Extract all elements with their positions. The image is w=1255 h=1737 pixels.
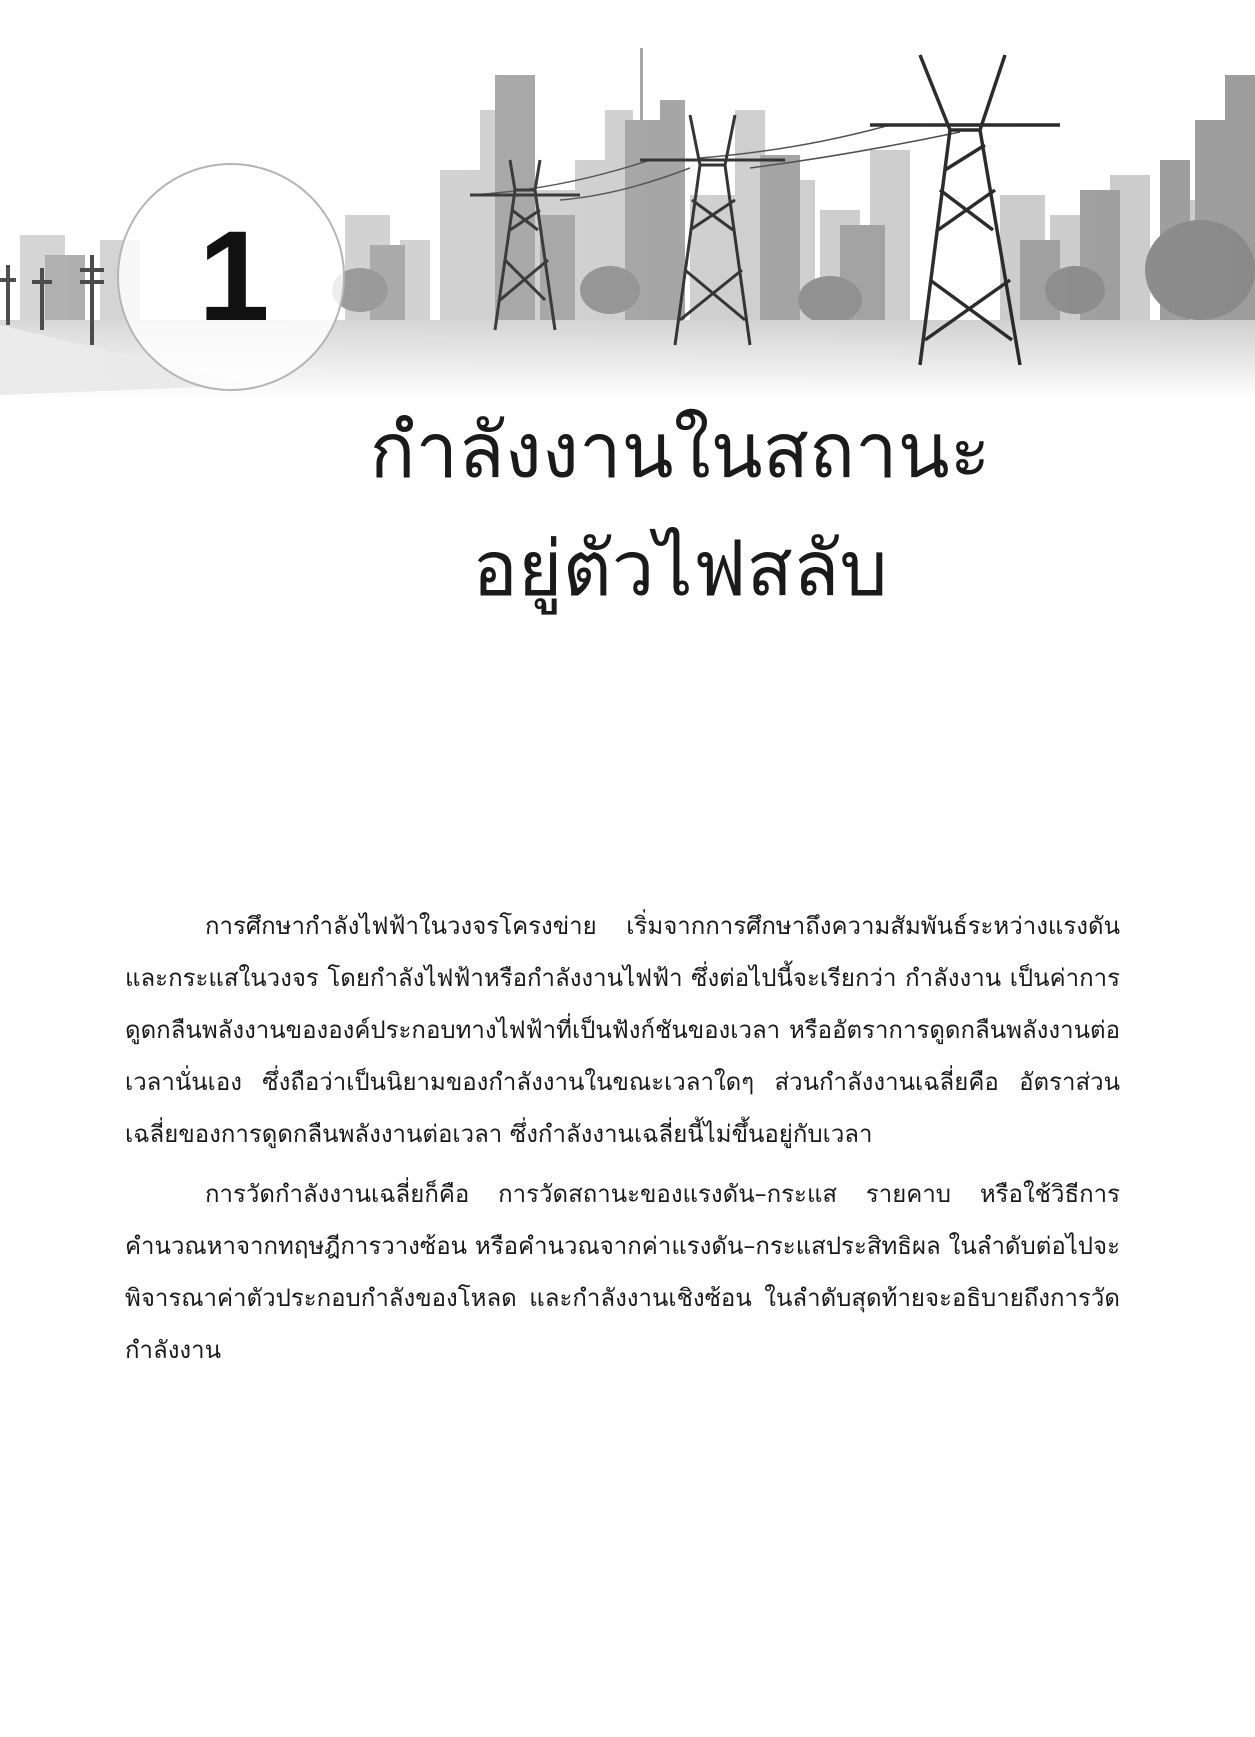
chapter-number-badge	[117, 163, 345, 391]
chapter-intro	[125, 900, 1120, 1384]
chapter-number: 1	[198, 205, 270, 348]
paragraph-2: การวัดกำลังงานเฉลี่ยก็คือ การวัดสถานะของแรงดัน–กระแส รายคาบ หรือใช้วิธีการคำนวณหาจากทฤษฎีการวางซ้อน หรือคำนวณจากค่าแรงดัน–กระแสประสิทธิผล ในลำดับต่อไปจะพิจารณาค่าตัวประกอบกำลังของโหลด และกำลังงานเชิงซ้อน ในลำดับสุดท้ายจะอธิบายถึงการวัดกำลังงาน	[125, 1180, 1120, 1364]
paragraph-1: การศึกษากำลังไฟฟ้าในวงจรโครงข่าย เริ่มจากการศึกษาถึงความสัมพันธ์ระหว่างแรงดันและกระแสในวงจร โดยกำลังไฟฟ้าหรือกำลังงานไฟฟ้า ซึ่งต่อไปนี้จะเรียกว่า กำลังงาน เป็นค่าการดูดกลืนพลังงานขององค์ประกอบทางไฟฟ้าที่เป็นฟังก์ชันของเวลา หรืออัตราการดูดกลืนพลังงานต่อเวลานั่นเอง ซึ่งถือว่าเป็นนิยามของกำลังงานในขณะเวลาใดๆ ส่วนกำลังงานเฉลี่ยคือ อัตราส่วนเฉลี่ยของการดูดกลืนพลังงานต่อเวลา ซึ่งกำลังงานเฉลี่ยนี้ไม่ขึ้นอยู่กับเวลา	[125, 912, 1120, 1148]
chapter-title-line-2: อยู่ตัวไฟสลับ	[472, 524, 888, 613]
chapter-title-line-1: กำลังงานในสถานะ	[369, 406, 991, 495]
chapter-title	[270, 392, 1090, 628]
